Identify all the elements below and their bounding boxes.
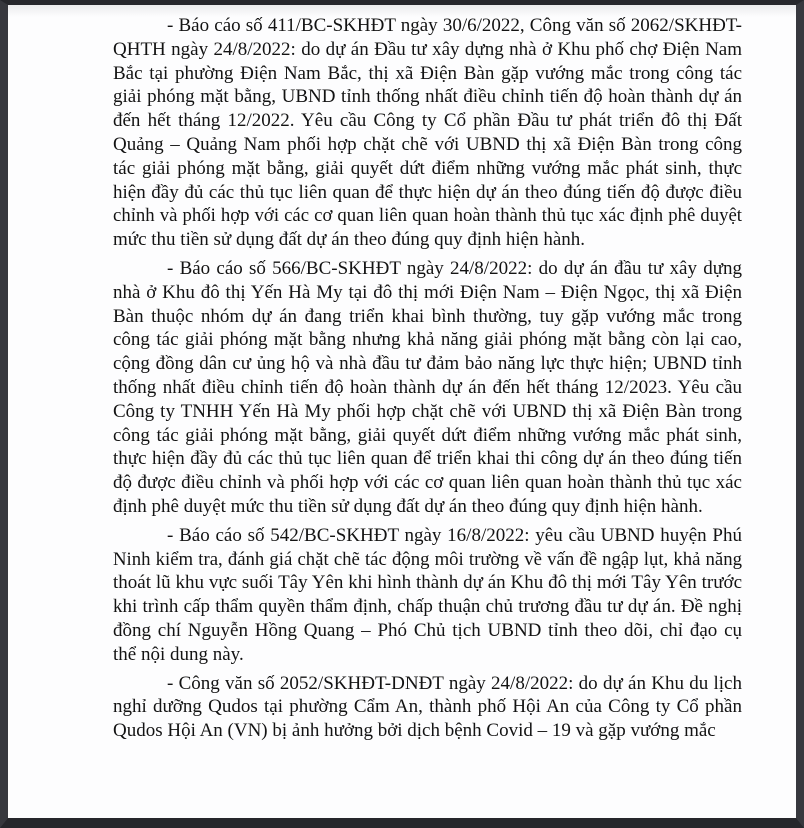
text-line: nhà ở Khu đô thị Yến Hà My tại đô thị mới Điện Nam – Điện Ngọc, thị xã Điện: [113, 281, 742, 303]
text-line: cộng đồng dân cư ủng hộ và nhà đầu tư đảm bảo năng lực thực hiện; UBND tỉnh: [113, 353, 742, 375]
text-line: Quảng – Quảng Nam phối hợp chặt chẽ với UBND thị xã Điện Bàn trong công: [113, 133, 742, 155]
text-line: Ninh kiểm tra, đánh giá chặt chẽ tác động môi trường về vấn đề ngập lụt, khả năng: [113, 548, 742, 570]
text-line: Bàn thuộc nhóm dự án đang triển khai bình thường, tuy gặp vướng mắc trong: [113, 305, 742, 327]
text-line: - Báo cáo số 411/BC-SKHĐT ngày 30/6/2022, Công văn số 2062/SKHĐT-: [167, 15, 742, 36]
text-line: nghỉ dưỡng Qudos tại phường Cẩm An, thành phố Hội An của Công ty Cổ phần: [113, 696, 742, 718]
text-line: hiện đầy đủ các thủ tục liên quan để thực hiện dự án theo đúng tiến độ được điều: [113, 181, 742, 203]
text-line: giải phóng mặt bằng, UBND tỉnh thống nhất điều chỉnh tiến độ hoàn thành dự án: [113, 86, 742, 108]
text-line: khi trình cấp thẩm quyền thẩm định, chấp thuận chủ trương đầu tư dự án. Đề nghị: [113, 596, 742, 618]
paragraph: [113, 257, 742, 519]
text-line: thực hiện đầy đủ các thủ tục liên quan để triển khai thi công dự án theo đúng tiến: [113, 448, 742, 470]
text-line: thể nội dung này.: [113, 643, 244, 665]
paragraph: [113, 524, 742, 667]
text-line: mức thu tiền sử dụng đất dự án theo đúng quy định hiện hành.: [113, 229, 586, 251]
text-line: đến hết tháng 12/2022. Yêu cầu Công ty Cổ phần Đầu tư phát triển đô thị Đất: [113, 110, 742, 132]
paragraph: [113, 672, 742, 743]
text-line: định phê duyệt mức thu tiền sử dụng đất dự án theo đúng quy định hiện hành.: [113, 495, 703, 517]
text-line: Qudos Hội An (VN) bị ảnh hưởng bởi dịch bệnh Covid – 19 và gặp vướng mắc: [113, 720, 716, 742]
text-line: - Báo cáo số 566/BC-SKHĐT ngày 24/8/2022: do dự án đầu tư xây dựng: [167, 257, 742, 279]
paragraph: [113, 14, 742, 252]
text-line: chỉnh và phối hợp với các cơ quan liên quan hoàn thành thủ tục xác định phê duyệt: [113, 205, 742, 227]
text-line: - Công văn số 2052/SKHĐT-DNĐT ngày 24/8/2022: do dự án Khu du lịch: [167, 672, 742, 694]
text-line: thoát lũ khu vực suối Tây Yên khi hình thành dự án Khu đô thị mới Tây Yên trước: [113, 572, 742, 594]
text-line: tác giải phóng mặt bằng, giải quyết dứt điểm những vướng mắc phát sinh, thực: [113, 157, 742, 179]
document-content: [8, 5, 796, 743]
text-line: Công ty TNHH Yến Hà My phối hợp chặt chẽ với UBND thị xã Điện Bàn trong: [113, 400, 742, 422]
text-line: thống nhất điều chỉnh tiến độ hoàn thành dự án đến hết tháng 12/2023. Yêu cầu: [113, 376, 742, 398]
text-line: Bắc tại phường Điện Nam Bắc, thị xã Điện Bàn gặp vướng mắc trong công tác: [113, 62, 742, 84]
text-line: độ được điều chỉnh và phối hợp với các cơ quan liên quan hoàn thành thủ tục xác: [113, 472, 742, 494]
text-line: - Báo cáo số 542/BC-SKHĐT ngày 16/8/2022: yêu cầu UBND huyện Phú: [167, 524, 742, 546]
text-line: công tác giải phóng mặt bằng nhưng khả năng giải phóng mặt bằng còn lại cao,: [113, 329, 742, 351]
text-line: công tác giải phóng mặt bằng, giải quyết dứt điểm những vướng mắc phát sinh,: [113, 424, 742, 446]
text-line: QHTH ngày 24/8/2022: do dự án Đầu tư xây dựng nhà ở Khu phố chợ Điện Nam: [113, 38, 742, 60]
text-line: đồng chí Nguyễn Hồng Quang – Phó Chủ tịch UBND tỉnh theo dõi, chỉ đạo cụ: [113, 619, 742, 641]
